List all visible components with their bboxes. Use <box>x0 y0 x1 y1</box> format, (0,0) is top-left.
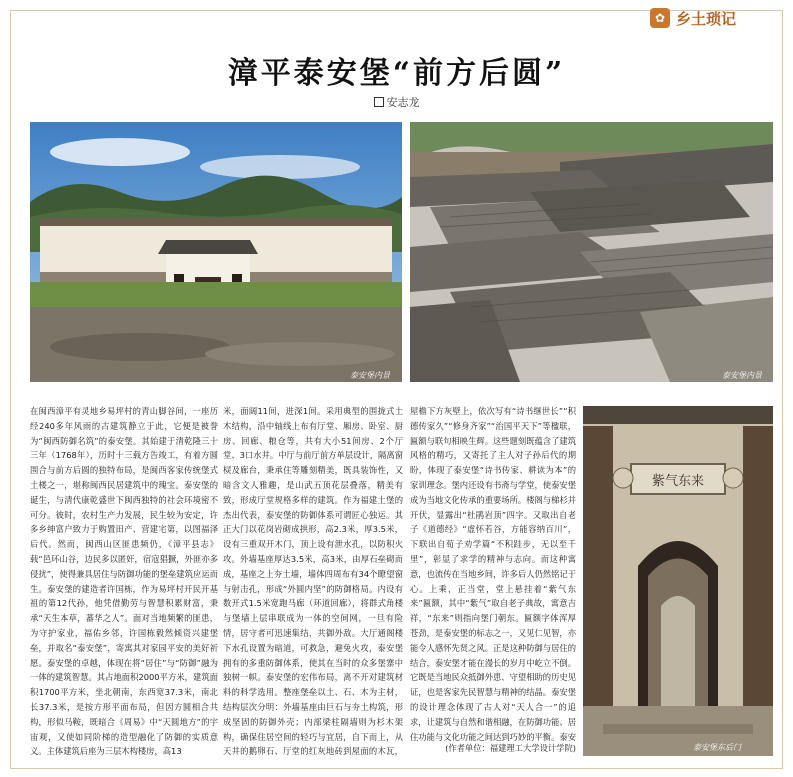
column-text: 屋檐下方灰壁上，依次写有“诗书继世长”“积德传家久”“修身齐家”“治国平天下”等楹联，匾额与联句相映生辉。这些题刻既蕴含了建筑风格的精巧，又寄托了主人对子孙后代的期盼，体现了泰安堡“诗书传家、耕读为本”的家训理念。堡内还设有书斋与学堂，使泰安堡成为当地文化传承的重要场所。楼阁与梯杉并开伏，显露出“杜鹃岩顶”四字。又取出自老子《道德经》“虚怀若谷，方能容纳百川”，下联出自荀子劝学篇“不积跬步，无以至千里”，彰显了求学的精神与志向。而这种寓意，也流传在当地乡间，许多后人仍然铭记于心。上乘，正当堂，堂上悬挂着“紫气东来”匾额，其中“紫气”取自老子典故，寓意吉祥，“东来”则指向堡门朝东。匾额字体浑厚苍劲，是泰安堡的标志之一，又见仁见智，亦能令人感怀先贤之风。正是这种防御与居住的结合，泰安堡才能在漫长的岁月中屹立不倒。它既是当地民众抵御外患、守望相助的历史见证，也是客家先民智慧与精神的结晶。泰安堡的设计理念体现了古人对“天人合一”的追求，让建筑与自然和谐相融，在防御功能、居住功能与文化功能之间达到巧妙的平衡。泰安 <box>410 406 576 742</box>
fort-exterior-illustration <box>30 122 402 382</box>
section-name: 乡土琐记 <box>676 10 737 28</box>
photo-fort-roofs <box>410 122 773 382</box>
column-text: 在闽西漳平有灵地乡易坪村的青山脚谷间，一座历经240多年风雨的古建筑静立于此，它便是被誉为“闽西防御名筑”的泰安堡。其始建于清乾隆三十三年（1768年），历时十三载方告竣工，有着方圆围合与前方后圆的独特布局，是闽西客家传统堡式土楼之一，堪称闽西民居建筑中的瑰宝。泰安堡的诞生，与清代康乾盛世下闽西独特的社会环境密不可分。彼时，农村生产力发展，民生较为安定，许多乡绅富户致力于购置田产、营建宅第，以图福泽后代。然而，闽西山区匪患频仍，《漳平县志》载“邑环山谷，边民多以匿奸，宿寇猖獗，外匪亦多侵扰”，使得兼具居住与防御功能的堡垒建筑应运而生。泰安堡的建造者许国栋，作为易坪村开民开基祖的第12代孙，他凭借勤劳与智慧积累财富，秉承“天生本草，蕃华之人”。面对当地频繁的匪患，为守护家业，福佑乡邻，许国栋毅然倾资兴建堡垒，并取名“泰安堡”，寄寓其对家园平安的美好祈愿。泰安堡的卓越，体现在将“居住”与“防御”融为一体的建筑智慧。其占地面积2000平方米，建筑面积1700平方米，坐北朝南，东西宽37.3米，南北长37.3米，是按方形平面布局，但因方圆相合共构，形似马鞍，既暗合《周易》中“天圆地方”的宇宙观，又使如同阶梯的造型融化了防御的实质意义。主体建筑后座为三层木构楼房，高13 <box>30 406 218 757</box>
section-header <box>0 0 793 36</box>
author-name: 安志龙 <box>386 96 420 109</box>
photo-fort-exterior <box>30 122 402 382</box>
affiliation-text: (作者单位：福建理工大学设计学院) <box>445 743 576 753</box>
east-gate-illustration <box>583 406 773 756</box>
fort-roofs-illustration <box>410 122 773 382</box>
author-line <box>0 94 793 110</box>
photo-east-gate <box>583 406 773 756</box>
photo-caption-gate: 泰安堡东后门 <box>693 743 741 752</box>
emblem-icon: ✿ <box>650 8 670 28</box>
gate-plaque-text: 紫气东来 <box>651 474 705 489</box>
author-marker-icon <box>374 97 384 107</box>
article-title: 漳平泰安堡“前方后圆” <box>227 56 566 91</box>
text-column-2 <box>223 404 403 760</box>
text-column-3 <box>410 404 576 742</box>
text-column-1 <box>30 404 218 760</box>
photo-caption-left: 泰安堡内景 <box>350 371 390 380</box>
author-affiliation <box>410 741 576 757</box>
photo-caption-right: 泰安堡内景 <box>722 371 762 380</box>
column-text: 米，面阔11间，进深1间。采用典型的围拢式土木结构，沿中轴线上布有厅堂、厢房、卧室、厨房、回廊、粮仓等，共有大小51间房、2个厅堂、3口水井。中厅与前厅前方单层设计，隔离窗棂及廊台，秉承住等雕刻精美，既具装饰性，又暗含文人雅趣，是山武五顶花层叠落，精美有致，形成厅堂规格多样的建筑。作为福建土堡的杰出代表，泰安堡的防御体系可谓匠心独运。其正大门以花岗岩砌成拱形，高2.3米，厚3.5米，设有三重双开木门，顶上设有泄水孔，以防积火攻。外墙基座厚达3.5米，高3米，由厚石垒砌而成，基座之上夯土墙，墙体四周布有34个瞭望窗与射击孔，形成“外圆内坚”的防御格局。内设有数开式1.5米宽跑马廊（环道回廊），将群式角楼与堡墙上层串联成为一体的空间网，一旦有险情，居守者可迅速集结，共御外敌。大厅通阁楼下水孔设置为暗道，可救急，避免火攻，泰安堡拥有的多重防御体系，使其在当时的众多堡寨中独树一帜。泰安堡的宏伟布局，离不开对建筑材料的科学选用。整座堡垒以土、石、木为主材，结构层次分明：外墙基座由巨石与夯土构筑，形成坚固的防御外壳；内部梁柱隔墙则为杉木架构，确保住居空间的轻巧与宜居，自下而上，从天井的鹅卵石、厅堂的红灰地砖到屋面的木瓦， <box>223 406 403 757</box>
